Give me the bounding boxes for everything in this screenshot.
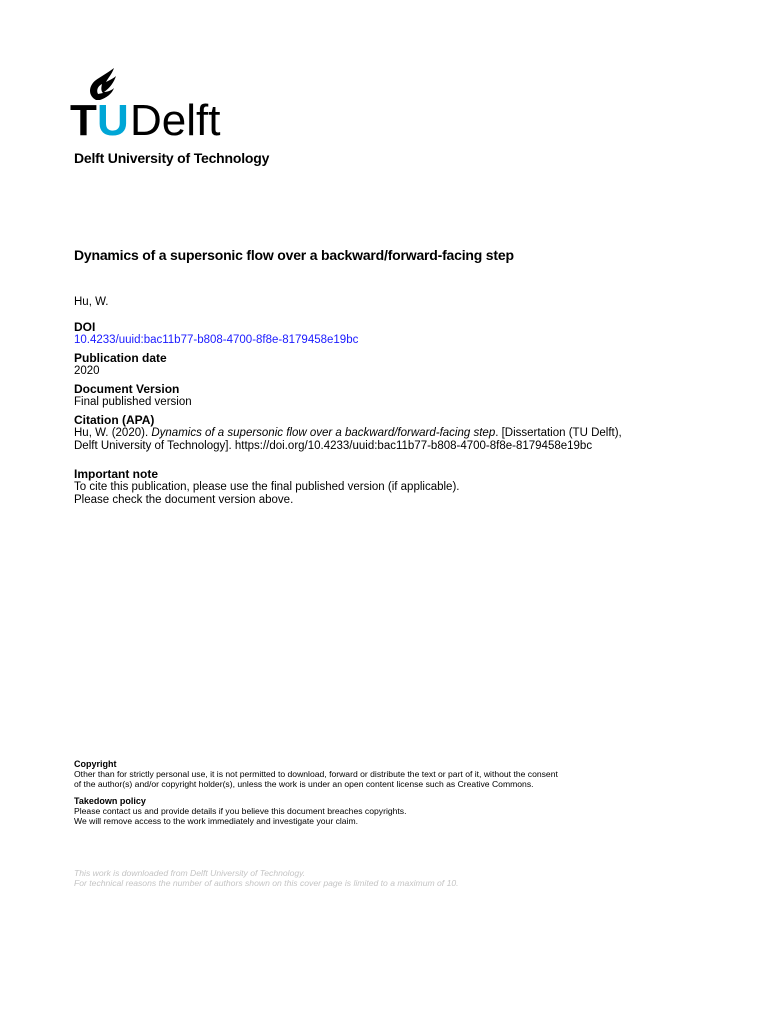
important-note-line1: To cite this publication, please use the final published version (if applicable).	[74, 481, 460, 493]
citation-text	[74, 427, 714, 440]
download-footer	[74, 868, 714, 888]
important-note	[74, 468, 694, 506]
tu-delft-logo	[70, 66, 260, 138]
logo-t: T	[70, 96, 97, 138]
takedown-line1: Please contact us and provide details if you believe this document breaches copyrights.	[74, 806, 407, 816]
citation-suffix: . [Dissertation (TU Delft),	[495, 427, 622, 439]
doi-link[interactable]: 10.4233/uuid:bac11b77-b808-4700-8f8e-8179458e19bc	[74, 334, 359, 346]
copyright-line2: of the author(s) and/or copyright holder(s), unless the work is under an open content license such as Creative Commons.	[74, 779, 534, 789]
important-note-label: Important note	[74, 467, 158, 481]
takedown-line2: We will remove access to the work immediately and investigate your claim.	[74, 816, 359, 826]
institution-name: Delft University of Technology	[74, 150, 270, 166]
legal-block	[74, 759, 714, 833]
publication-date-label: Publication date	[74, 351, 167, 365]
citation-line2: Delft University of Technology]. https://doi.org/10.4233/uuid:bac11b77-b808-4700-8f8e-8179458e19bc	[74, 440, 593, 452]
document-version-label: Document Version	[74, 382, 180, 396]
citation-title: Dynamics of a supersonic flow over a backward/forward-facing step	[151, 427, 496, 439]
citation-prefix: Hu, W. (2020).	[74, 427, 152, 439]
copyright-line1: Other than for strictly personal use, it is not permitted to download, forward or distribute the text or part of it, without the consent	[74, 769, 558, 779]
logo-u: U	[97, 96, 129, 138]
doi-label: DOI	[74, 320, 96, 334]
logo-delft: Delft	[130, 96, 221, 138]
document-title: Dynamics of a supersonic flow over a backward/forward-facing step	[74, 247, 514, 263]
takedown-label: Takedown policy	[74, 796, 146, 806]
footer-line2: For technical reasons the number of authors shown on this cover page is limited to a maximum of 10.	[74, 878, 459, 888]
document-version-value: Final published version	[74, 396, 192, 408]
publication-date-value: 2020	[74, 365, 100, 377]
takedown-text	[74, 806, 714, 826]
copyright-label: Copyright	[74, 759, 117, 769]
copyright-text	[74, 769, 714, 789]
important-note-line2: Please check the document version above.	[74, 493, 294, 506]
author: Hu, W.	[74, 296, 109, 308]
metadata-block	[74, 320, 714, 453]
citation-label: Citation (APA)	[74, 413, 155, 427]
footer-line1: This work is downloaded from Delft University of Technology.	[74, 868, 306, 878]
